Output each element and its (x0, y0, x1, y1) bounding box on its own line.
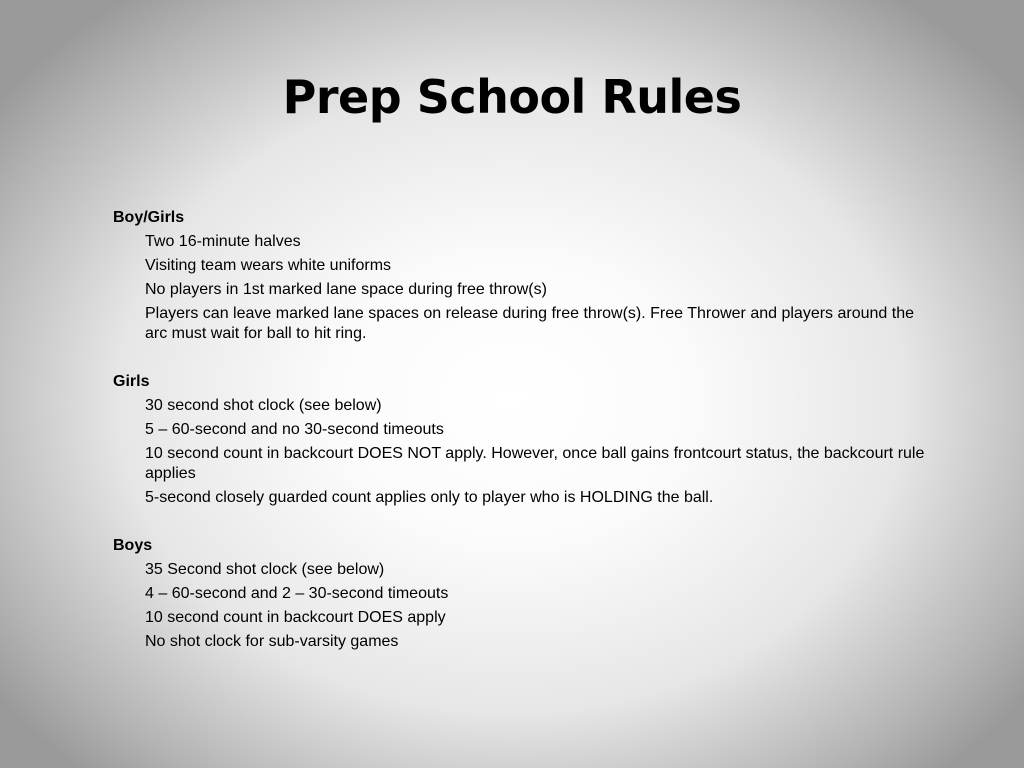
rule-list (113, 560, 933, 652)
section-heading: Girls (113, 373, 150, 390)
slide-title: Prep School Rules (282, 70, 742, 124)
rule-item: 5 – 60-second and no 30-second timeouts (145, 421, 444, 438)
rule-item: Visiting team wears white uniforms (145, 257, 392, 274)
rule-item: 10 second count in backcourt DOES apply (145, 609, 446, 626)
section-girls (113, 372, 933, 508)
section-heading: Boys (113, 537, 153, 554)
rule-item: Players can leave marked lane spaces on release during free throw(s). Free Thrower and players around the arc must wait for ball to hit ring. (145, 305, 914, 342)
rule-list (113, 232, 933, 344)
rule-item: No players in 1st marked lane space during free throw(s) (145, 281, 547, 298)
rule-item: No shot clock for sub-varsity games (145, 633, 399, 650)
rule-item: Two 16-minute halves (145, 233, 301, 250)
rule-item: 4 – 60-second and 2 – 30-second timeouts (145, 585, 449, 602)
slide-body (113, 208, 933, 656)
section-boys (113, 536, 933, 652)
rule-item: 10 second count in backcourt DOES NOT apply. However, once ball gains frontcourt status, the backcourt rule applies (145, 445, 925, 482)
rule-item: 5-second closely guarded count applies only to player who is HOLDING the ball. (145, 489, 714, 506)
section-heading: Boy/Girls (113, 209, 185, 226)
rule-item: 30 second shot clock (see below) (145, 397, 382, 414)
section-boy-girls (113, 208, 933, 344)
rule-item: 35 Second shot clock (see below) (145, 561, 385, 578)
rule-list (113, 396, 933, 508)
